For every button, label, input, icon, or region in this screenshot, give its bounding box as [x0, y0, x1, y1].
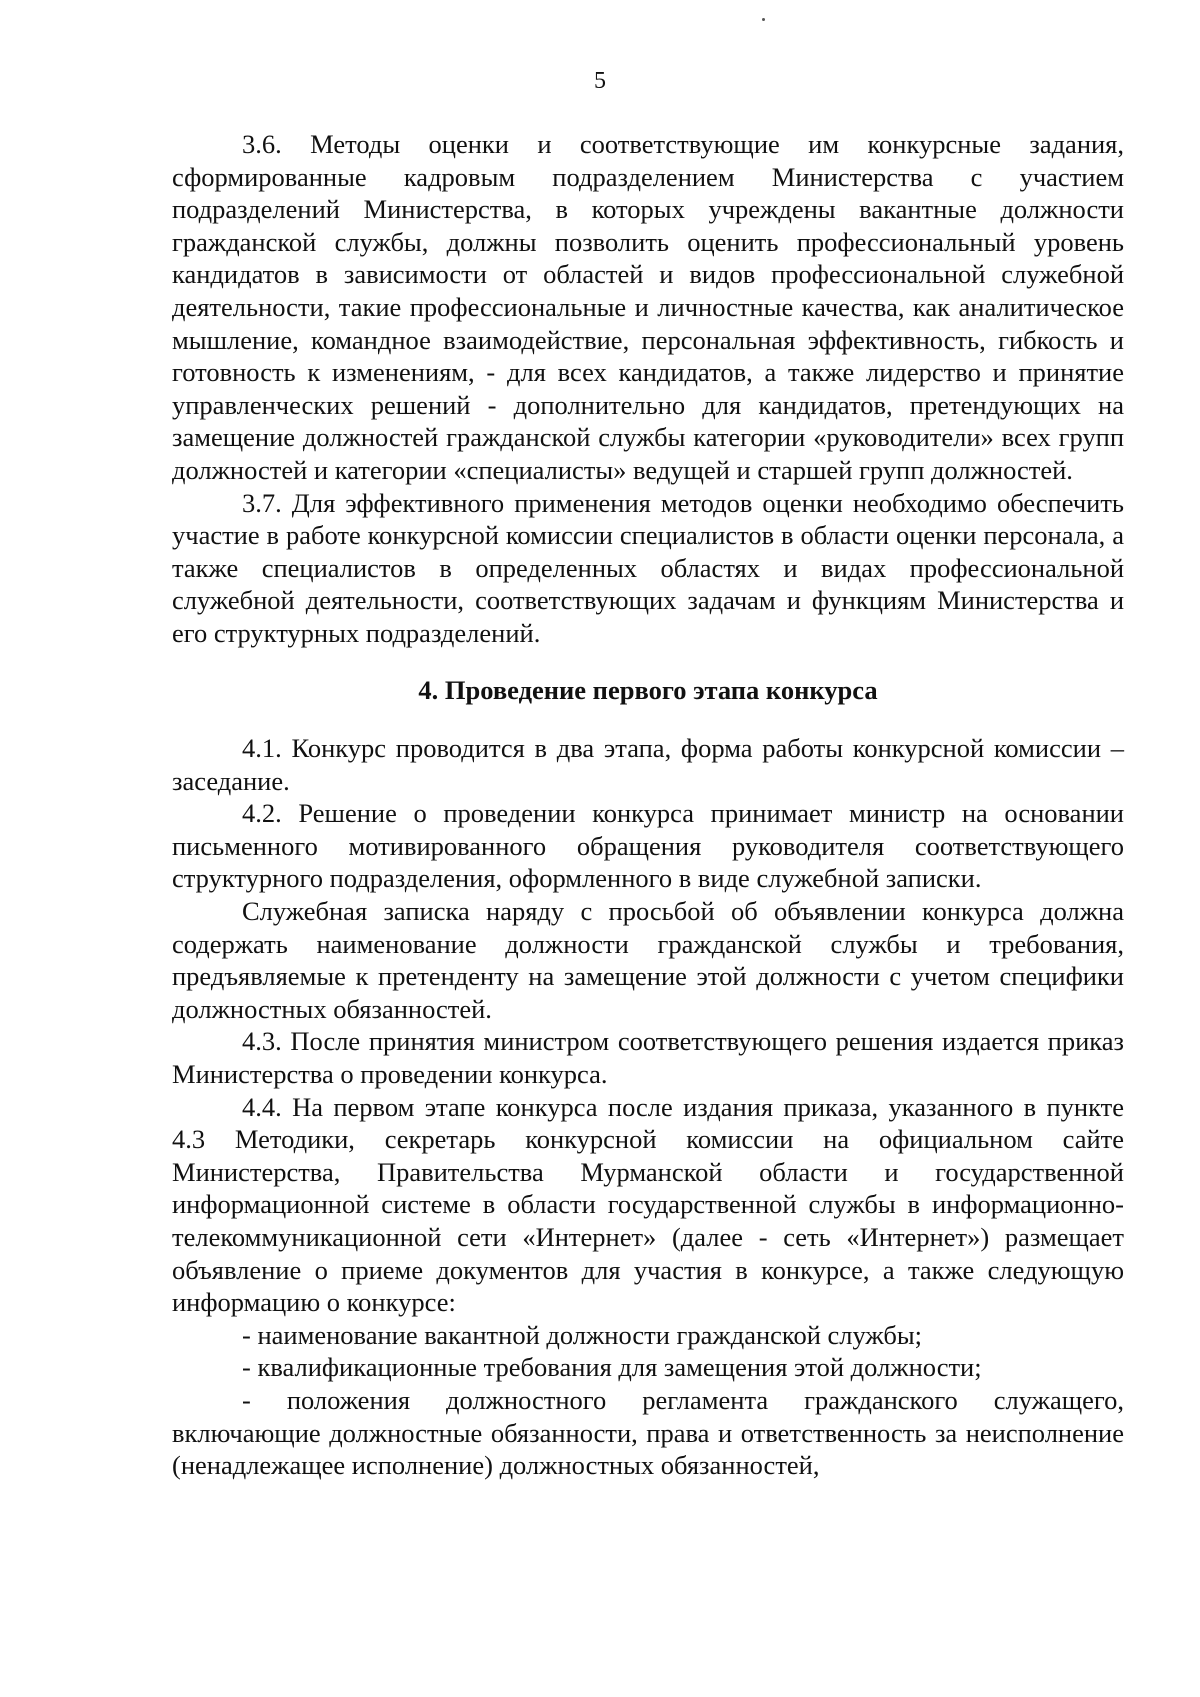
list-item: - положения должностного регламента гражданского служащего, включающие должностные обязанности, права и ответственность за неисполнение (ненадлежащее исполнение) должностных обязанностей,: [172, 1384, 1124, 1481]
paragraph-4-3: 4.3. После принятия министром соответствующего решения издается приказ Министерства о проведении конкурса.: [172, 1026, 1124, 1090]
paragraph-4-1: 4.1. Конкурс проводится в два этапа, форма работы конкурсной комиссии – заседание.: [172, 733, 1124, 796]
document-body: [172, 128, 1124, 1482]
page-number: 5: [594, 68, 606, 94]
paragraph-4-4: 4.4. На первом этапе конкурса после издания приказа, указанного в пункте 4.3 Методики, секретарь конкурсной комиссии на официальном сайте Министерства, Правительства Мурманской области и государственной информационной системе в области государственной службы в информационно-телекоммуникационной сети «Интернет» (далее - сеть «Интернет») размещает объявление о приеме документов для участия в конкурсе, а также следующую информацию о конкурсе:: [172, 1091, 1124, 1318]
paragraph-4-2: 4.2. Решение о проведении конкурса принимает министр на основании письменного мотивированного обращения руководителя соответствующего структурного подразделения, оформленного в виде служебной записки.: [172, 798, 1124, 894]
scan-speck: [762, 18, 765, 21]
paragraph-3-7: 3.7. Для эффективного применения методов оценки необходимо обеспечить участие в работе конкурсной комиссии специалистов в области оценки персонала, а также специалистов в определенных областях и видах профессиональной служебной деятельности, соответствующих задачам и функциям Министерства и его структурных подразделений.: [172, 487, 1124, 648]
section-heading: 4. Проведение первого этапа конкурса: [418, 674, 878, 705]
list-item: - квалификационные требования для замещения этой должности;: [242, 1352, 982, 1383]
list-item: - наименование вакантной должности гражданской службы;: [242, 1319, 922, 1350]
paragraph-3-6: 3.6. Методы оценки и соответствующие им конкурсные задания, сформированные кадровым подразделением Министерства с участием подразделений Министерства, в которых учреждены вакантные должности гражданской службы, должны позволить оценить профессиональный уровень кандидатов в зависимости от областей и видов профессиональной служебной деятельности, такие профессиональные и личностные качества, как аналитическое мышление, командное взаимодействие, персональная эффективность, гибкость и готовность к изменениям, - для всех кандидатов, а также лидерство и принятие управленческих решений - дополнительно для кандидатов, претендующих на замещение должностей гражданской службы категории «руководители» всех групп должностей и категории «специалисты» ведущей и старшей групп должностей.: [172, 129, 1124, 485]
paragraph-memo: Служебная записка наряду с просьбой об объявлении конкурса должна содержать наименование должности гражданской службы и требования, предъявляемые к претенденту на замещение этой должности с учетом специфики должностных обязанностей.: [172, 896, 1124, 1024]
